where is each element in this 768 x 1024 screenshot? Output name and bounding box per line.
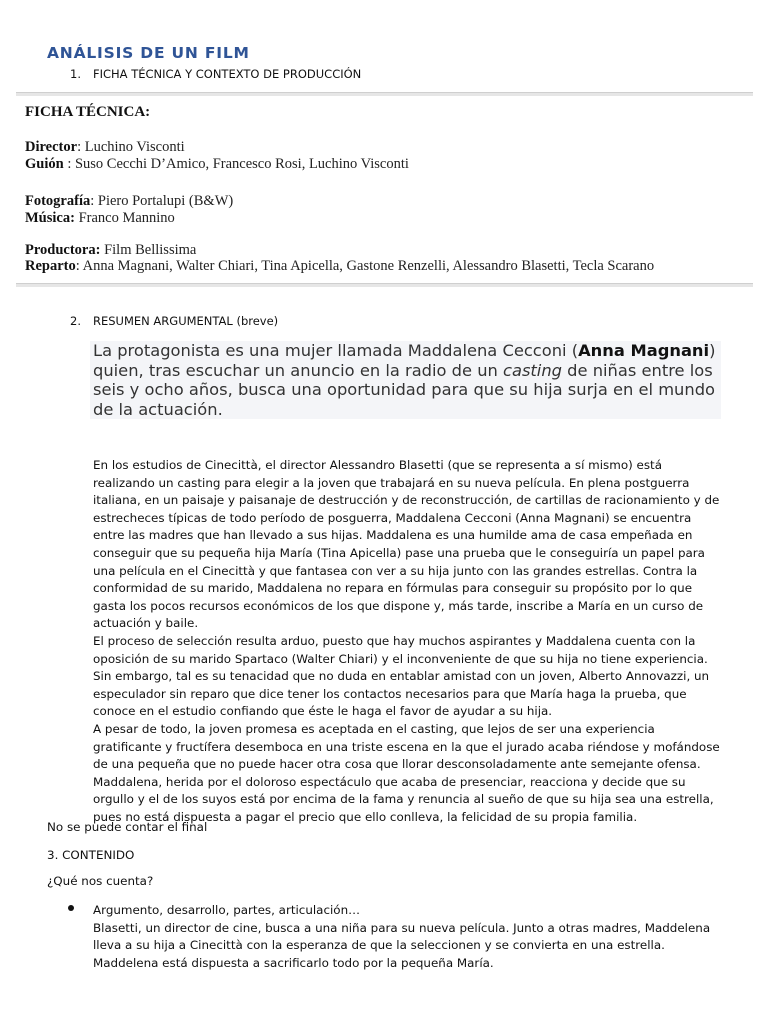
divider-top: [16, 92, 753, 96]
divider-bottom: [16, 283, 753, 287]
ficha-guion: [25, 156, 409, 173]
director-value: : Luchino Visconti: [77, 139, 185, 155]
bullet-body: Blasetti, un director de cine, busca a una niña para su nueva película. Junto a otras madres, Maddelena lleva a su hija a Cinecittà con la esperanza de que la seleccionen y se convierta en una estrella. Maddelena está dispuesta a sacrificarlo todo por la pequeña María.: [93, 920, 711, 970]
body-paragraph: El proceso de selección resulta arduo, puesto que hay muchos aspirantes y Maddalena cuenta con la oposición de su marido Spartaco (Walter Chiari) y el inconveniente de que su hija no tiene experiencia. Sin embargo, tal es su tenacidad que no duda en entablar amistad con un joven, Alberto Annovazzi, un especulador sin reparo que dice tener los contactos necesarios para que María haga la prueba, que conoce en el estudio confiando que éste le haga el favor de ayudar a su hija.: [93, 633, 710, 719]
quote-bold-name: Anna Magnani: [578, 341, 710, 360]
ficha-musica: [25, 210, 175, 227]
section-1-number: 1.: [70, 67, 81, 81]
bullet-icon: [68, 905, 74, 911]
body-paragraph: A pesar de todo, la joven promesa es aceptada en el casting, que lejos de ser una experiencia gratificante y fructífera desemboca en una triste escena en la que el jurado acaba riéndose y mofándose de una pequeña que no puede hacer otra cosa que llorar desconsoladamente ante semejante ofensa. Maddalena, herida por el doloroso espectáculo que acaba de presenciar, reacciona y decide que su orgullo y el de los suyos está por encima de la fama y renuncia al sueño de que su hija sea una estrella, pues no está dispuesta a pagar el precio que ello conlleva, la felicidad de su propia familia.: [93, 721, 720, 824]
section-2-number: 2.: [70, 314, 81, 328]
guion-label: Guión: [25, 156, 64, 172]
bullet-item: [93, 902, 723, 972]
quote-italic-casting: casting: [503, 360, 562, 380]
productora-label: Productora:: [25, 242, 101, 258]
question-heading: ¿Qué nos cuenta?: [47, 874, 154, 888]
summary-body: [93, 457, 723, 826]
fotografia-label: Fotografía: [25, 193, 91, 209]
section-1-heading: [70, 67, 361, 81]
body-paragraph: En los estudios de Cinecittà, el director Alessandro Blasetti (que se representa a sí mismo) está realizando un casting para elegir a la joven que trabajará en su nueva película. En plena postguerra italiana, en un paisaje y paisanaje de destrucción y de reconstrucción, de cartillas de racionamiento y de estrecheces típicas de todo período de posguerra, Maddalena Cecconi (Anna Magnani) se encuentra entre las madres que han llevado a sus hijas. Maddalena es una humilde ama de casa empeñada en conseguir que su pequeña hija María (Tina Apicella) pase una prueba que le conseguiría un papel para una película en el Cinecittà y que fantasea con ver a su hija junto con las grandes estrellas. Contra la conformidad de su marido, Maddalena no repara en fórmulas para conseguir su propósito por lo que gasta los pocos recursos económicos de los que dispone y, más tarde, inscribe a María en un curso de actuación y baile.: [93, 458, 720, 631]
quote-part-2: ) quien, tras escuchar un anuncio en la radio de un: [93, 341, 716, 380]
section-3-heading: 3. CONTENIDO: [47, 848, 135, 862]
reparto-value: : Anna Magnani, Walter Chiari, Tina Apicella, Gastone Renzelli, Alessandro Blasetti, Tecla Scarano: [75, 258, 655, 274]
musica-label: Música:: [25, 210, 75, 226]
ficha-productora: [25, 242, 196, 259]
ficha-director: [25, 139, 185, 156]
section-2-heading: [70, 314, 278, 328]
quote-part-1: La protagonista es una mujer llamada Maddalena Cecconi (: [93, 341, 579, 360]
reparto-label: Reparto: [25, 258, 76, 274]
ficha-heading: FICHA TÉCNICA:: [25, 104, 151, 120]
summary-quote: [90, 341, 721, 419]
no-final-note: No se puede contar el final: [47, 820, 208, 834]
guion-value: : Suso Cecchi D’Amico, Francesco Rosi, Luchino Visconti: [63, 156, 409, 172]
quote-part-3: de niñas entre los seis y ocho años, busca una oportunidad para que su hija surja en el mundo de la actuación.: [93, 360, 715, 419]
fotografia-value: : Piero Portalupi (B&W): [90, 193, 234, 209]
bullet-title: Argumento, desarrollo, partes, articulación…: [93, 903, 360, 917]
director-label: Director: [25, 139, 78, 155]
ficha-fotografia: [25, 193, 233, 210]
section-1-label: FICHA TÉCNICA Y CONTEXTO DE PRODUCCIÓN: [93, 67, 362, 81]
productora-value: Film Bellissima: [100, 242, 197, 258]
ficha-reparto: [25, 258, 654, 275]
musica-value: Franco Mannino: [74, 210, 175, 226]
document-title: ANÁLISIS DE UN FILM: [47, 44, 250, 62]
section-2-label: RESUMEN ARGUMENTAL (breve): [93, 314, 279, 328]
